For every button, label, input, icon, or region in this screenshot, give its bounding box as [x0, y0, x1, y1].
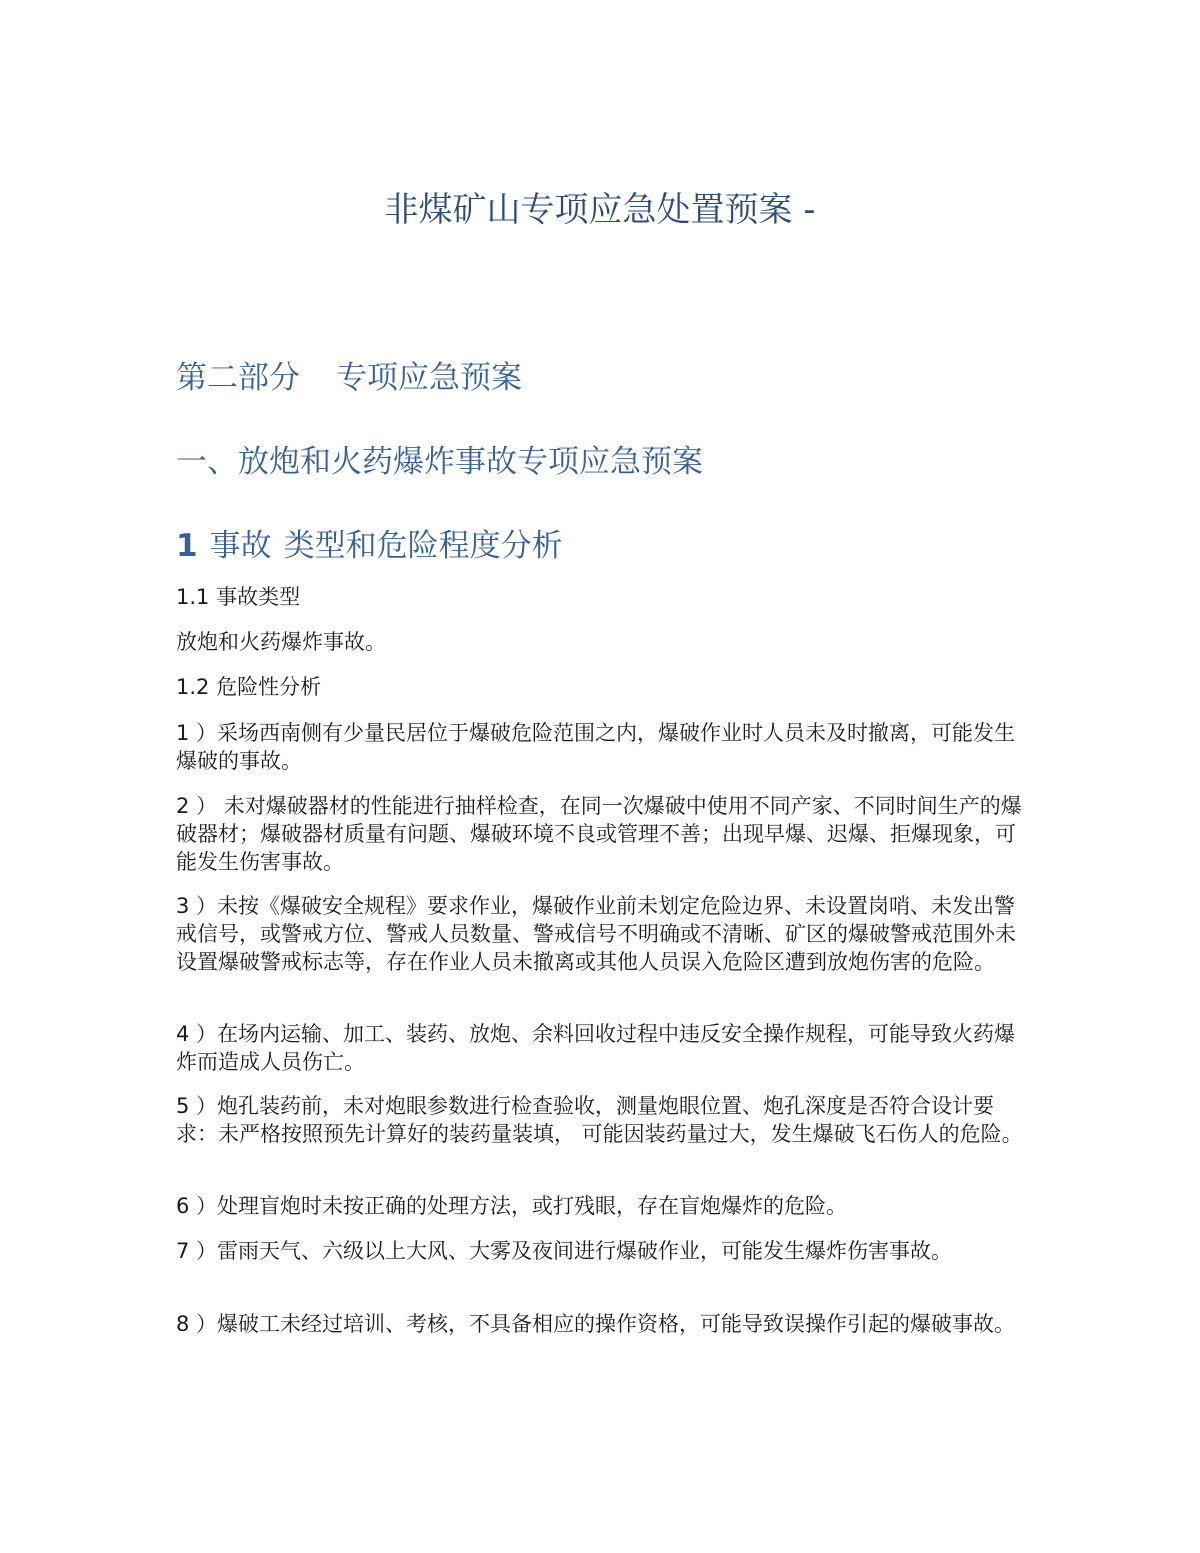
part-heading [176, 356, 522, 400]
paragraph-item-5: 5 ）炮孔装药前，未对炮眼参数进行检查验收，测量炮眼位置、炮孔深度是否符合设计要求：未严格按照预先计算好的装药量装填， 可能因装药量过大，发生爆破飞石伤人的危险。 [176, 1094, 1023, 1146]
paragraph-item-3: 3 ）未按《爆破安全规程》要求作业，爆破作业前未划定危险边界、未设置岗哨、未发出警戒信号，或警戒方位、警戒人员数量、警戒信号不明确或不清晰、矿区的爆破警戒范围外未设置爆破警戒标志等，存在作业人员未撤离或其他人员误入危险区遭到放炮伤害的危险。 [176, 894, 1016, 974]
paragraph-item-2: 2 ） 未对爆破器材的性能进行抽样检查，在同一次爆破中使用不同产家、不同时间生产的爆破器材；爆破器材质量有问题、爆破环境不良或管理不善；出现早爆、迟爆、拒爆现象，可能发生伤害事故。 [176, 794, 1022, 874]
paragraph-item-7: 7 ）雷雨天气、六级以上大风、大雾及夜间进行爆破作业，可能发生爆炸伤害事故。 [176, 1239, 953, 1263]
paragraph-subheading-1-2: 1.2 危险性分析 [176, 675, 322, 699]
paragraph-subheading-1-1: 1.1 事故类型 [176, 585, 301, 609]
section-heading: 一、放炮和火药爆炸事故专项应急预案 [176, 444, 703, 480]
subsection-heading [176, 524, 563, 568]
subsection-number: 1 [176, 528, 198, 564]
subsection-word: 事故 [209, 528, 272, 564]
part-heading-text: 专项应急预案 [336, 360, 522, 396]
paragraph-item-8: 8 ）爆破工未经过培训、考核，不具备相应的操作资格，可能导致误操作引起的爆破事故。 [176, 1312, 1016, 1336]
subsection-rest: 类型和危险程度分析 [283, 528, 563, 564]
document-title: 非煤矿山专项应急处置预案 - [384, 190, 816, 230]
part-heading-label: 第二部分 [176, 360, 300, 396]
paragraph-accident-type: 放炮和火药爆炸事故。 [176, 630, 386, 654]
paragraph-item-4: 4 ）在场内运输、加工、装药、放炮、余料回收过程中违反安全操作规程，可能导致火药爆炸而造成人员伤亡。 [176, 1022, 1016, 1074]
paragraph-item-1: 1 ）采场西南侧有少量民居位于爆破危险范围之内，爆破作业时人员未及时撤离，可能发生爆破的事故。 [176, 721, 1016, 773]
paragraph-item-6: 6 ）处理盲炮时未按正确的处理方法，或打残眼，存在盲炮爆炸的危险。 [176, 1194, 848, 1218]
